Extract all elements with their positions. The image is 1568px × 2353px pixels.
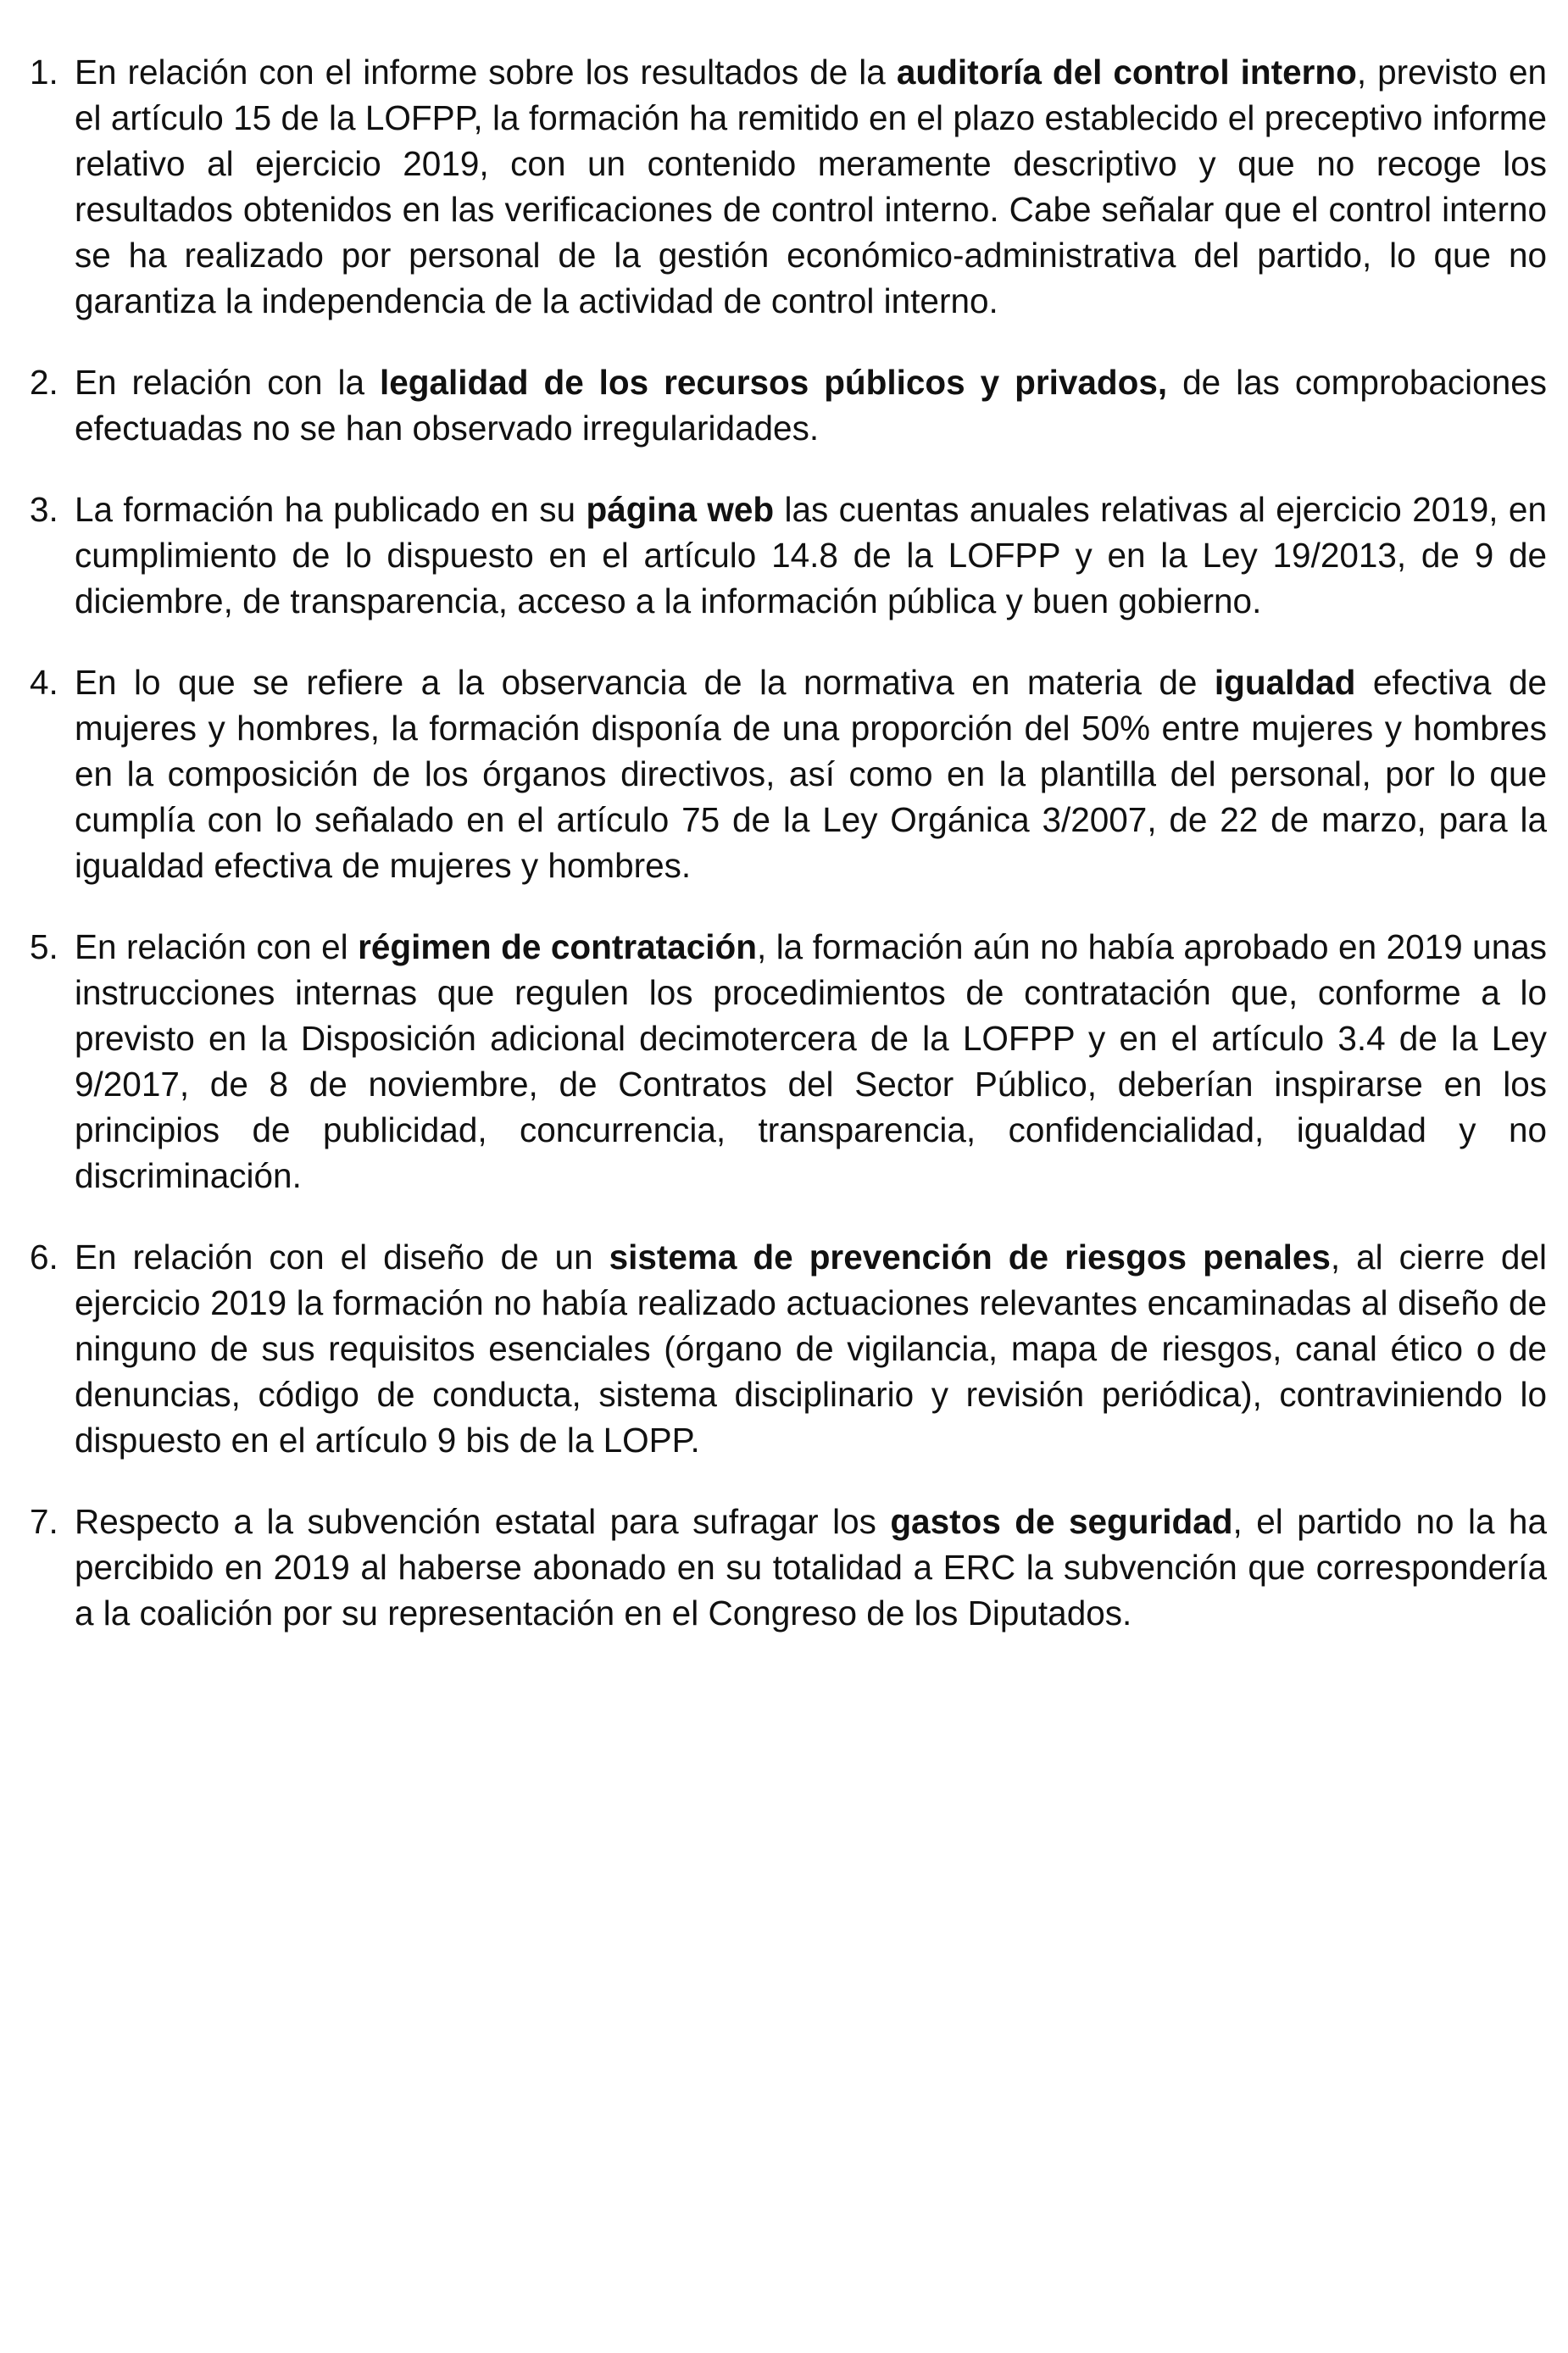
finding-text [75,1234,1547,1463]
findings-list [30,49,1547,1672]
finding-text [75,1499,1547,1636]
finding-item [30,924,1547,1199]
finding-text-after: efectiva de mujeres y hombres, la formación disponía de una proporción del 50% entre mujeres y hombres en la composición de los órganos directivos, así como en la plantilla del personal, por lo que cumplía con lo señalado en el artículo 75 de la Ley Orgánica 3/2007, de 22 de marzo, para la igualdad efectiva de mujeres y hombres. [75,663,1547,885]
finding-text-after: , la formación aún no había aprobado en 2019 unas instrucciones internas que regulen los procedimientos de contratación que, conforme a lo previsto en la Disposición adicional decimotercera de la LOFPP y en el artículo 3.4 de la Ley 9/2017, de 8 de noviembre, de Contratos del Sector Público, deberían inspirarse en los principios de publicidad, concurrencia, transparencia, confidencialidad, igualdad y no discriminación. [75,927,1547,1195]
finding-text-after: , al cierre del ejercicio 2019 la formación no había realizado actuaciones relevantes encaminadas al diseño de ninguno de sus requisitos esenciales (órgano de vigilancia, mapa de riesgos, canal ético o de denuncias, código de conducta, sistema disciplinario y revisión periódica), contraviniendo lo dispuesto en el artículo 9 bis de la LOPP. [75,1238,1547,1460]
finding-highlight: régimen de contratación [358,927,757,966]
finding-highlight: legalidad de los recursos públicos y privados, [379,363,1168,402]
finding-item [30,49,1547,324]
finding-text [75,49,1547,324]
finding-text-before: En relación con la [75,363,380,402]
finding-text [75,359,1547,451]
finding-text-after: de las comprobaciones efectuadas no se han observado irregularidades. [75,363,1547,448]
finding-highlight: gastos de seguridad [890,1502,1233,1541]
finding-highlight: página web [586,490,775,529]
finding-number: 4. [30,663,58,702]
finding-item [30,1234,1547,1463]
finding-number: 2. [30,363,58,402]
finding-text-before: En relación con el diseño de un [75,1238,609,1277]
finding-text [75,487,1547,624]
finding-text-after: , el partido no la ha percibido en 2019 al haberse abonado en su totalidad a ERC la subvención que correspondería a la coalición por su representación en el Congreso de los Diputados. [75,1502,1547,1633]
finding-text-before: Respecto a la subvención estatal para sufragar los [75,1502,891,1541]
finding-number: 7. [30,1502,58,1541]
finding-item [30,359,1547,451]
finding-text-after: las cuentas anuales relativas al ejercicio 2019, en cumplimiento de lo dispuesto en el artículo 14.8 de la LOFPP y en la Ley 19/2013, de 9 de diciembre, de transparencia, acceso a la información pública y buen gobierno. [75,490,1547,620]
finding-item [30,487,1547,624]
finding-text-before: En relación con el informe sobre los resultados de la [75,53,897,92]
finding-number: 3. [30,490,58,529]
finding-number: 5. [30,927,58,966]
finding-text-after: , previsto en el artículo 15 de la LOFPP, la formación ha remitido en el plazo establecido el preceptivo informe relativo al ejercicio 2019, con un contenido meramente descriptivo y que no recoge los resultados obtenidos en las verificaciones de control interno. Cabe señalar que el control interno se ha realizado por personal de la gestión económico-administrativa del partido, lo que no garantiza la independencia de la actividad de control interno. [75,53,1547,320]
finding-highlight: auditoría del control interno [896,53,1357,92]
finding-text-before: La formación ha publicado en su [75,490,587,529]
finding-text [75,659,1547,888]
finding-item [30,659,1547,888]
finding-text [75,924,1547,1199]
finding-item [30,1499,1547,1636]
finding-text-before: En lo que se refiere a la observancia de la normativa en materia de [75,663,1215,702]
finding-text-before: En relación con el [75,927,359,966]
finding-number: 6. [30,1238,58,1277]
finding-highlight: igualdad [1214,663,1356,702]
finding-number: 1. [30,53,58,92]
finding-highlight: sistema de prevención de riesgos penales [609,1238,1331,1277]
